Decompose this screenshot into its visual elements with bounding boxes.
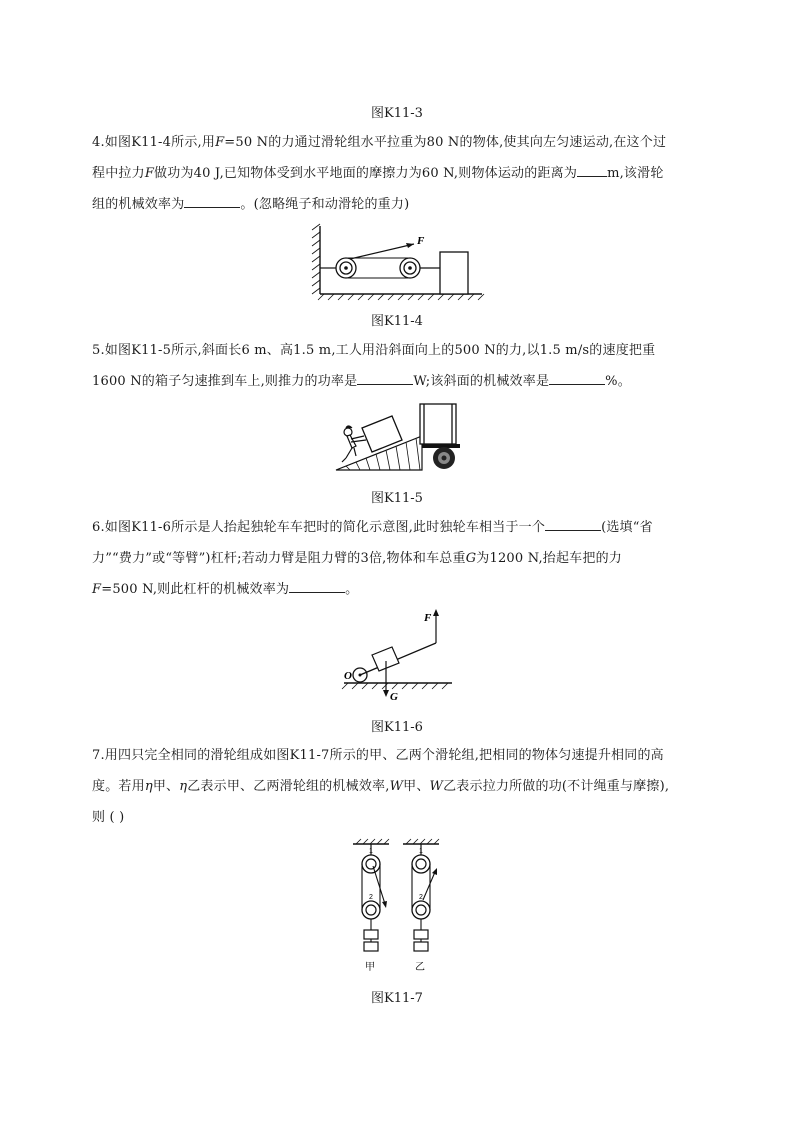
object-block (440, 252, 468, 294)
figure-caption-k11-6: 图K11-6 (371, 720, 423, 735)
figure-k11-5 (332, 402, 467, 474)
gravity-g-label: G (390, 691, 398, 703)
figure-k11-4 (310, 222, 490, 302)
answer-blank-lever-efficiency[interactable] (289, 578, 345, 593)
question-6: 6.如图K11-6所示是人抬起独轮车车把时的简化示意图,此时独轮车相当于一个 (选填“省 力”“费力”或“等臂”)杠杆;若动力臂是阻力臂的3倍,物体和车总重G为1200 N,抬起车把的力 F=500 N,则此杠杆的机械效率为 。 (92, 512, 712, 605)
worker-icon (342, 426, 366, 462)
movable-pulley-icon (400, 258, 420, 278)
pulley-system-yi (403, 839, 439, 973)
label-yi: 乙 (415, 962, 425, 973)
force-f-label: F (424, 612, 432, 624)
answer-blank-power[interactable] (357, 370, 413, 385)
force-f-label: F (417, 235, 425, 247)
svg-text:1: 1 (419, 848, 423, 855)
pulley-system-jia (353, 839, 389, 973)
answer-blank-efficiency[interactable] (184, 193, 240, 208)
fixed-pulley-icon (336, 258, 356, 278)
svg-text:2: 2 (369, 894, 373, 901)
question-7: 7.用四只完全相同的滑轮组成如图K11-7所示的甲、乙两个滑轮组,把相同的物体匀速提升相同的高 度。若用η甲、η乙表示甲、乙两滑轮组的机械效率,W甲、W乙表示拉力所做的功(不计绳重与摩擦), 则 ( ) (92, 748, 670, 825)
figure-caption-k11-5: 图K11-5 (371, 491, 423, 506)
question-5: 5.如图K11-5所示,斜面长6 m、高1.5 m,工人用沿斜面向上的500 N的力,以1.5 m/s的速度把重 1600 N的箱子匀速推到车上,则推力的功率是 W;该斜面的机械效率是 %。 (92, 343, 656, 389)
pivot-o-label: O (344, 670, 352, 682)
figure-k11-6 (338, 605, 458, 703)
answer-blank-distance[interactable] (577, 162, 607, 177)
figure-caption-k11-3: 图K11-3 (371, 106, 423, 121)
label-jia: 甲 (365, 962, 375, 973)
question-4: 4.如图K11-4所示,用F=50 N的力通过滑轮组水平拉重为80 N的物体,使其向左匀速运动,在这个过 程中拉力F做功为40 J,已知物体受到水平地面的摩擦力为60 N,则物体运动的距离为 m,该滑轮 组的机械效率为 。(忽略绳子和动滑轮的重力) (92, 135, 667, 212)
svg-text:1: 1 (369, 848, 373, 855)
svg-text:2: 2 (419, 894, 423, 901)
truck-icon (420, 404, 460, 470)
answer-blank-lever-type[interactable] (545, 516, 601, 531)
figure-caption-k11-7: 图K11-7 (371, 991, 423, 1006)
figure-caption-k11-4: 图K11-4 (371, 314, 423, 329)
figure-k11-7 (347, 838, 447, 978)
answer-blank-incline-efficiency[interactable] (549, 370, 605, 385)
